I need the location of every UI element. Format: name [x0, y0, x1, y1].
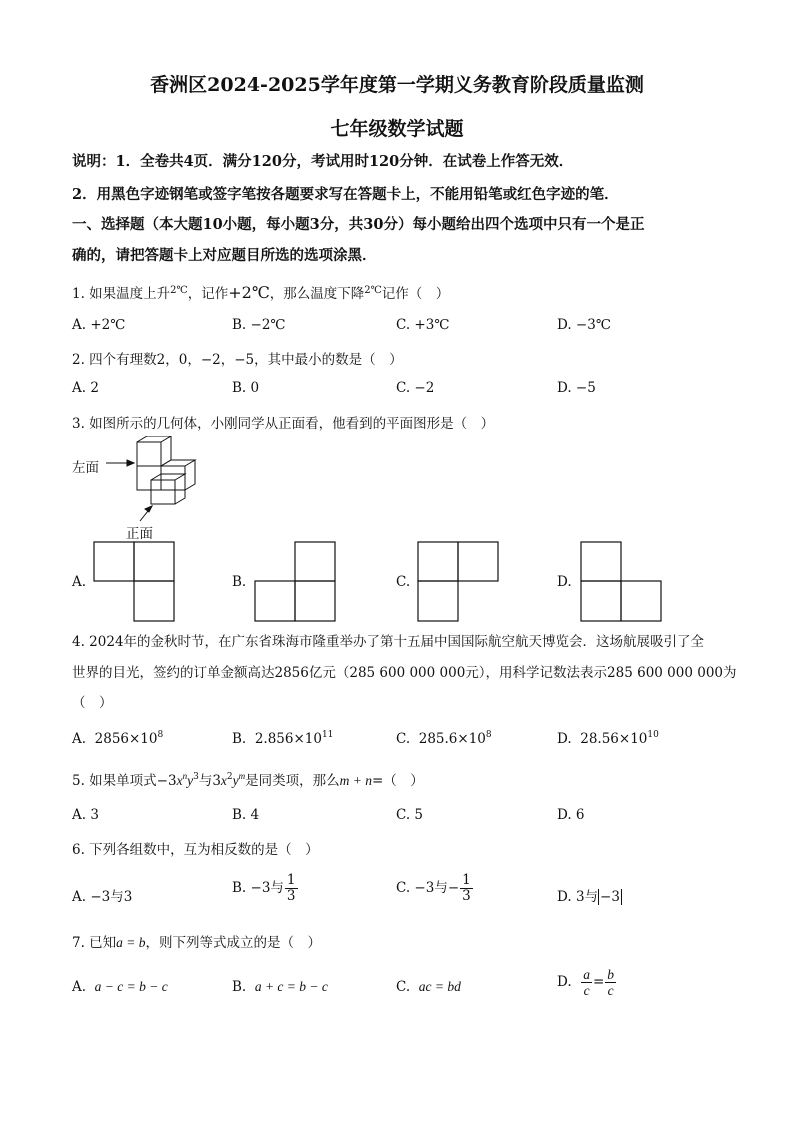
exam-subtitle: 七年级数学试题 — [330, 118, 464, 140]
question-3-option-c[interactable]: C. — [396, 574, 411, 590]
question-6-option-b[interactable]: B. −3与 $\frac{1}{3}$ — [232, 872, 296, 904]
question-5-option-c[interactable]: C. 5 — [396, 807, 424, 823]
cube-solid-figure — [100, 436, 210, 526]
question-7-stem: 7. 已知a = b，则下列等式成立的是（ ） — [72, 935, 322, 951]
option-a-shape[interactable] — [93, 541, 175, 623]
question-1-option-d[interactable]: D. −3℃ — [557, 317, 611, 333]
option-b-shape[interactable] — [254, 541, 336, 623]
question-3-option-a[interactable]: A. — [72, 574, 87, 590]
note-line-1: 说明：1．全卷共4页．满分120分，考试用时120分钟．在试卷上作答无效． — [72, 153, 574, 170]
absolute-value: −3 — [600, 889, 620, 905]
question-3-stem: 3. 如图所示的几何体，小刚同学从正面看，他看到的平面图形是（ ） — [72, 416, 495, 432]
question-4-stem-line-1: 4. 2024年的金秋时节，在广东省珠海市隆重举办了第十五届中国国际航空航天博览会．这场航展吸引了全 — [72, 634, 705, 650]
question-3-option-d[interactable]: D. — [557, 574, 572, 590]
question-1-option-b[interactable]: B. −2℃ — [232, 317, 286, 333]
option-c-shape[interactable] — [417, 541, 499, 623]
exam-title: 香洲区2024-2025学年度第一学期义务教育阶段质量监测 — [150, 74, 644, 96]
question-1-option-a[interactable]: A. +2℃ — [72, 317, 126, 333]
question-5-option-d[interactable]: D. 6 — [557, 807, 585, 823]
question-2-option-a[interactable]: A. 2 — [72, 380, 99, 396]
question-4-stem-line-2: 世界的目光，签约的订单金额高达2856亿元（285 600 000 000元），用科学记数法表示285 600 000 000为 — [72, 665, 737, 681]
question-4-option-a[interactable]: A. $2856\times 10^8$ — [72, 730, 164, 747]
question-7-option-c[interactable]: C. ac = bd — [396, 979, 461, 995]
question-1-stem: 1. 如果温度上升$^{2℃}$，记作+2℃，那么温度下降$^{2℃}$记作（ ） — [72, 283, 450, 302]
question-2-option-d[interactable]: D. −5 — [557, 380, 596, 396]
question-7-option-d[interactable]: D. $\frac{a}{c}$ = $\frac{b}{c}$ — [557, 967, 615, 998]
question-7-option-a[interactable]: A. a − c = b − c — [72, 979, 168, 995]
question-6-stem: 6. 下列各组数中，互为相反数的是（ ） — [72, 842, 319, 858]
question-5-stem: 5. 如果单项式$-3x^ny^3$与$3x^2y^m$是同类项，那么m + n=（ ） — [72, 771, 424, 789]
figure-label-front: 正面 — [126, 526, 153, 542]
question-2-option-b[interactable]: B. 0 — [232, 380, 260, 396]
question-6-option-c[interactable]: C. −3与− $\frac{1}{3}$ — [396, 872, 471, 904]
question-4-option-d[interactable]: D. $28.56\times 10^{10}$ — [557, 730, 659, 747]
fraction-one-third: $\frac{1}{3}$ — [286, 872, 296, 904]
note-line-2: 2．用黑色字迹钢笔或签字笔按各题要求写在答题卡上，不能用铅笔或红色字迹的笔． — [72, 186, 619, 203]
option-d-shape[interactable] — [580, 541, 662, 623]
question-5-option-a[interactable]: A. 3 — [72, 807, 99, 823]
question-4-option-b[interactable]: B. $2.856\times 10^{11}$ — [232, 730, 334, 747]
figure-label-left: 左面 — [72, 460, 99, 476]
question-5-option-b[interactable]: B. 4 — [232, 807, 260, 823]
fraction-a-over-c: $\frac{a}{c}$ — [583, 967, 590, 998]
question-2-stem: 2. 四个有理数2，0，−2，−5，其中最小的数是（ ） — [72, 352, 403, 368]
question-4-option-c[interactable]: C. $285.6\times 10^8$ — [396, 730, 492, 747]
section-heading-line-1: 一、选择题（本大题10小题，每小题3分，共30分）每小题给出四个选项中只有一个是正 — [72, 216, 645, 233]
question-3-option-b[interactable]: B. — [232, 574, 247, 590]
fraction-one-third: $\frac{1}{3}$ — [462, 872, 471, 904]
question-6-option-a[interactable]: A. −3与3 — [72, 889, 133, 905]
question-7-option-b[interactable]: B. a + c = b − c — [232, 979, 328, 995]
question-2-option-c[interactable]: C. −2 — [396, 380, 435, 396]
question-1-option-c[interactable]: C. +3℃ — [396, 317, 450, 333]
section-heading-line-2: 确的，请把答题卡上对应题目所选的选项涂黑． — [72, 247, 377, 264]
question-6-option-d[interactable]: D. 3与 −3 — [557, 889, 620, 905]
question-4-stem-line-3: （ ） — [72, 695, 113, 711]
fraction-b-over-c: $\frac{b}{c}$ — [607, 967, 615, 998]
